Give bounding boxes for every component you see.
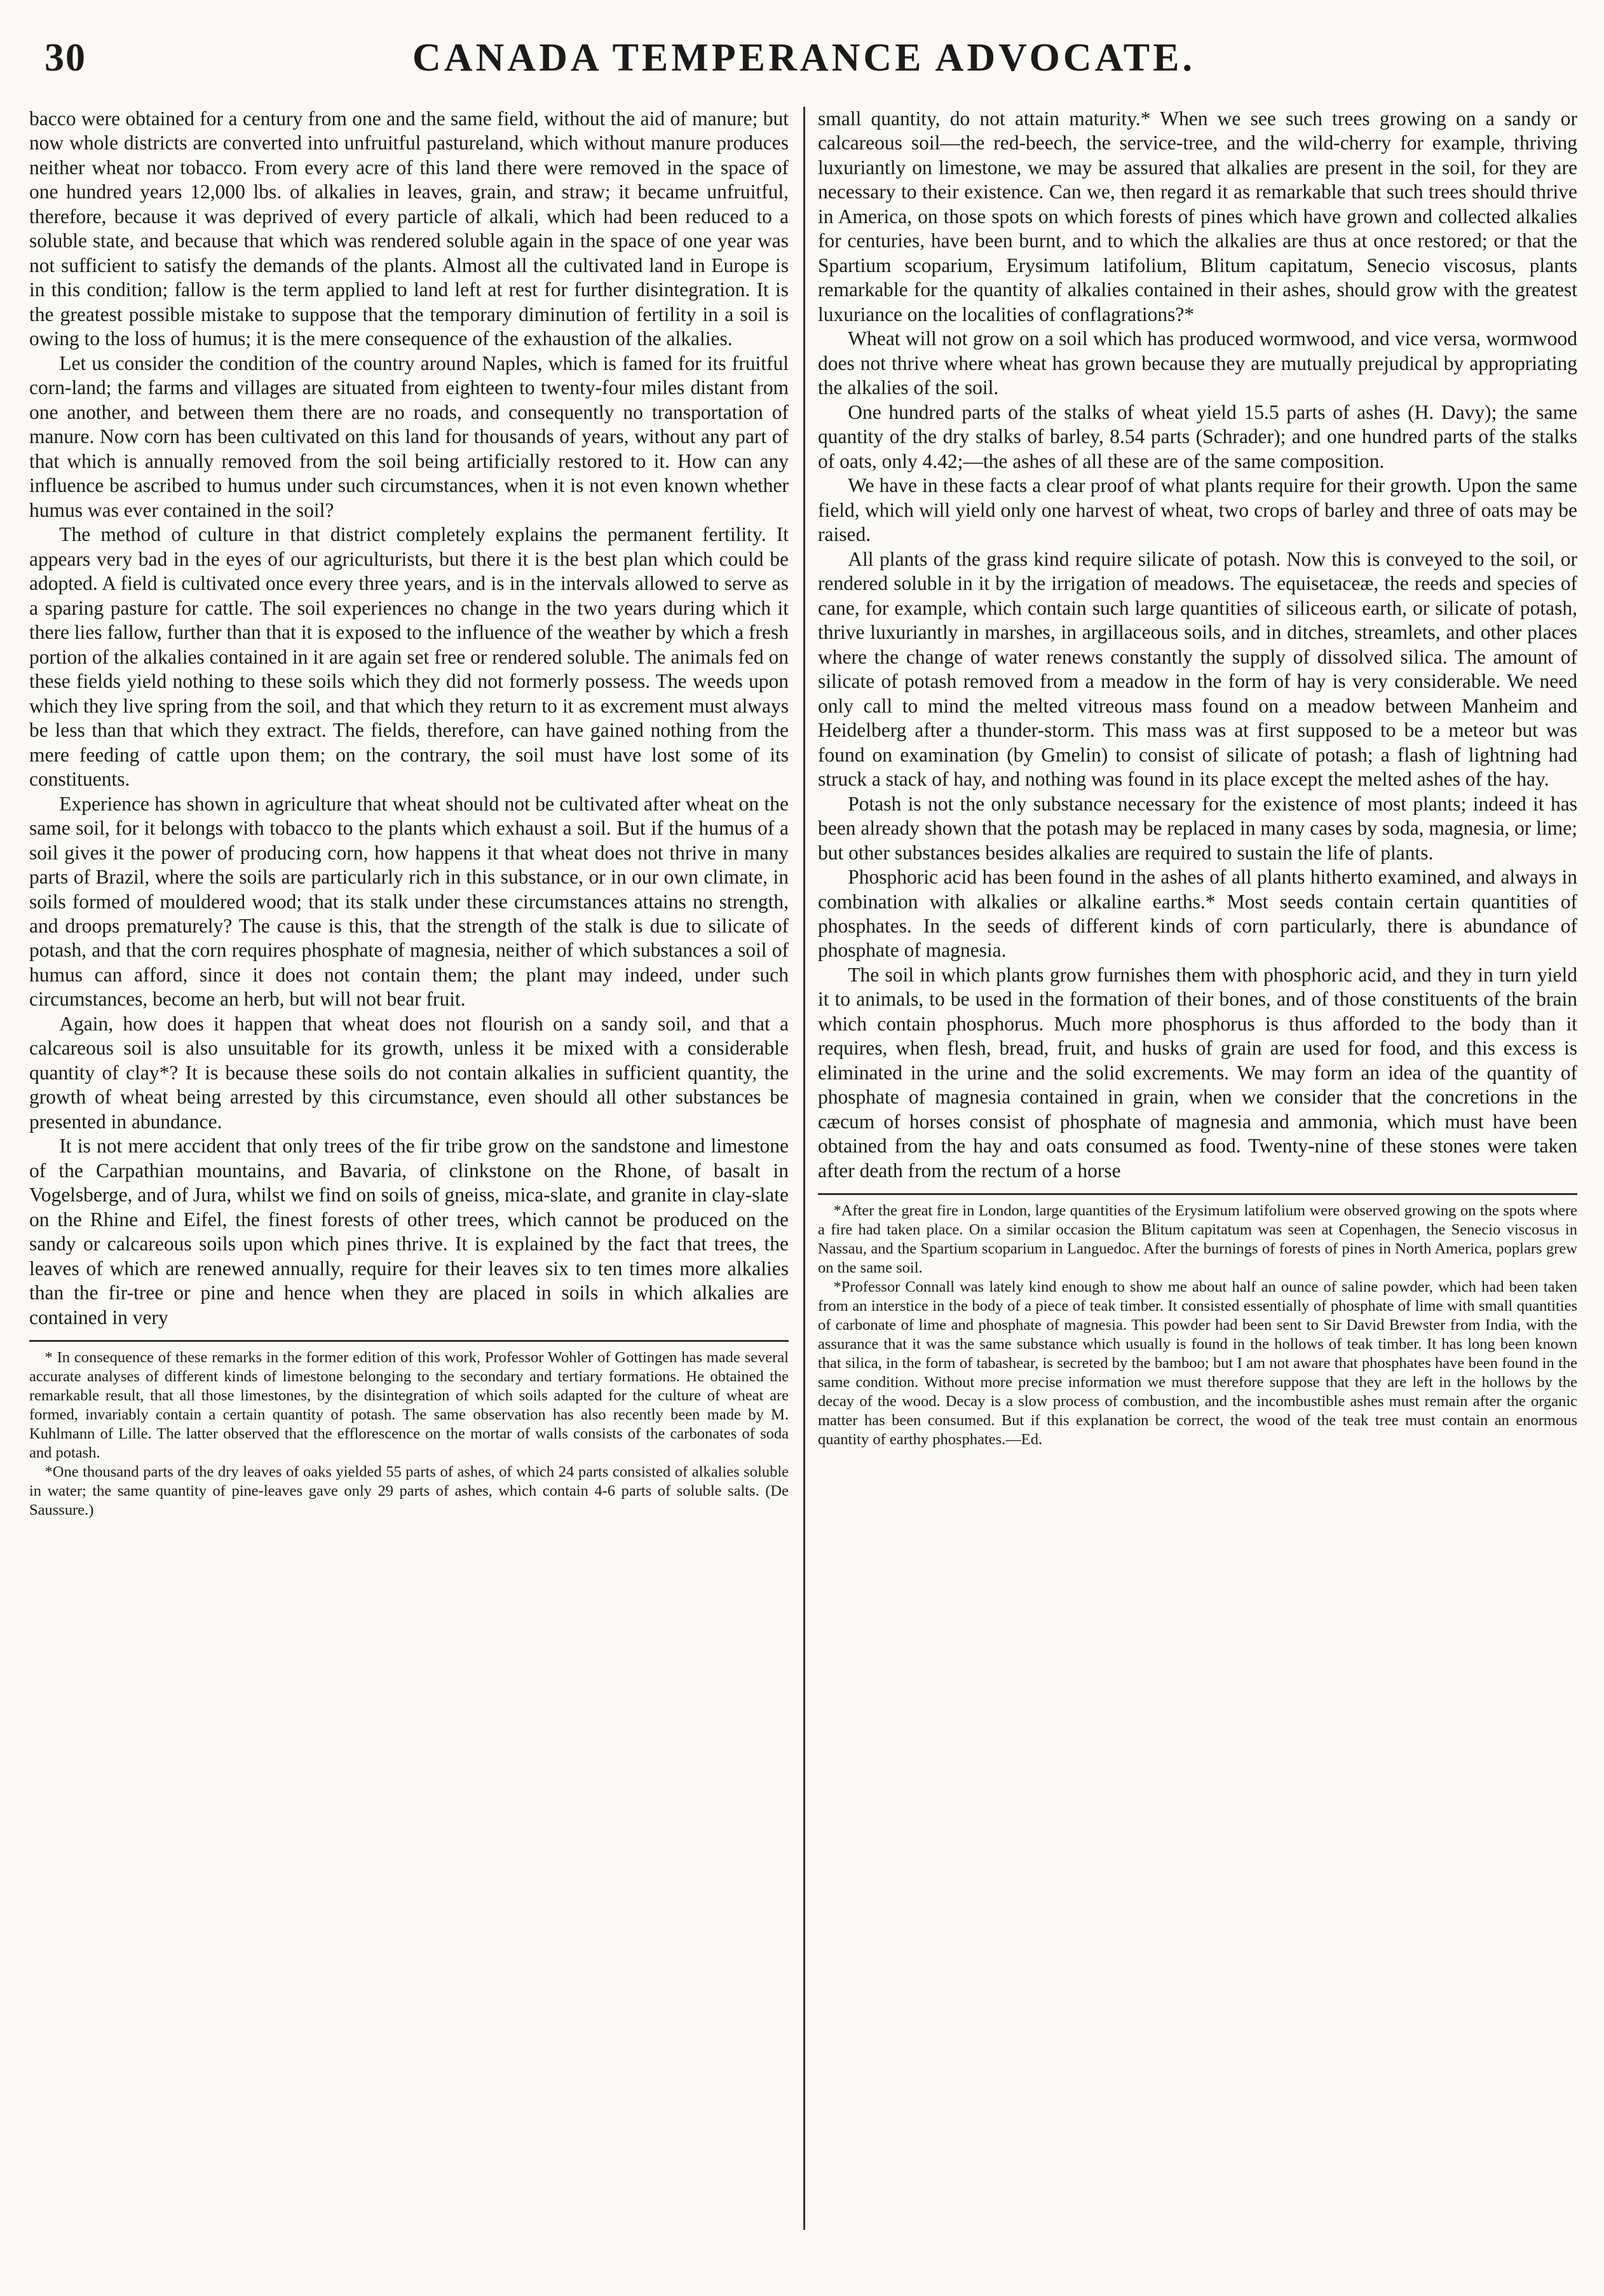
body-paragraph: The method of culture in that district completely explains the permanent fertility. It appears very bad in the eyes of our agriculturists, but there it is the best plan which could be adopted. A field is cultivated once every three years, and is in the intervals allowed to serve as a sparing pasture for cattle. The soil experiences no change in the two years during which it there lies fallow, further than that it is exposed to the influence of the weather by which a fresh portion of the alkalies contained in it are again set free or rendered soluble. The animals fed on these fields yield nothing to these soils which they did not formerly possess. The weeds upon which they live spring from the soil, and that which they return to it as excrement must always be less than that which they extract. The fields, therefore, can have gained nothing from the mere feeding of cattle upon them; on the contrary, the soil must have lost some of its constituents. — [29, 523, 789, 791]
column-divider — [803, 107, 805, 2230]
body-paragraph: It is not mere accident that only trees of the fir tribe grow on the sandstone and limestone of the Carpathian mountains, and Bavaria, of clinkstone on the Rhone, of basalt in Vogelsberge, and of Jura, whilst we find on soils of gneiss, mica-slate, and granite in clay-slate on the Rhine and Eifel, the finest forests of other trees, which cannot be produced on the sandy or calcareous soils upon which pines thrive. It is explained by the fact that trees, the leaves of which are renewed annually, require for their leaves six to ten times more alkalies than the fir-tree or pine and hence when they are placed in soils in which alkalies are contained in very — [29, 1135, 789, 1329]
body-paragraph: Potash is not the only substance necessary for the existence of most plants; indeed it has been already shown that the potash may be replaced in many cases by soda, magnesia, or lime; but other substances besides alkalies are required to sustain the life of plants. — [818, 792, 1577, 864]
body-paragraph: One hundred parts of the stalks of wheat yield 15.5 parts of ashes (H. Davy); the same quantity of the dry stalks of barley, 8.54 parts (Schrader); and one hundred parts of the stalks of oats, only 4.42;—the ashes of all these are of the same composition. — [818, 400, 1577, 472]
left-column — [29, 107, 789, 1520]
body-paragraph: The soil in which plants grow furnishes them with phosphoric acid, and they in turn yield it to animals, to be used in the formation of their bones, and of those constituents of the brain which contain phosphorus. Much more phosphorus is thus afforded to the body than it requires, when flesh, bread, fruit, and husks of grain are used for food, and this excess is eliminated in the urine and the solid excrements. We may form an idea of the quantity of phosphate of magnesia contained in grain, when we consider that the concretions in the cæcum of horses consist of phosphate of magnesia and ammonia, which must have been obtained from the hay and oats consumed as food. Twenty-nine of these stones were taken after death from the rectum of a horse — [818, 963, 1577, 1182]
page-number: 30 — [44, 36, 86, 79]
body-paragraph: bacco were obtained for a century from one and the same field, without the aid of manure; but now whole districts are converted into unfruitful pastureland, which without manure produces neither wheat nor tobacco. From every acre of this land there were removed in the space of one hundred years 12,000 lbs. of alkalies in leaves, grain, and straw; it became unfruitful, therefore, because it was deprived of every particle of alkali, which had been reduced to a soluble state, and because that which was rendered soluble again in the space of one year was not sufficient to satisfy the demands of the plants. Almost all the cultivated land in Europe is in this condition; fallow is the term applied to land left at rest for further disintegration. It is the greatest possible mistake to suppose that the temporary diminution of fertility in a soil is owing to the loss of humus; it is the mere consequence of the exhaustion of the alkalies. — [29, 107, 789, 350]
footnote: *Professor Connall was lately kind enough to show me about half an ounce of saline powder, which had been taken from an interstice in the body of a piece of teak timber. It consisted essentially of phosphate of lime with small quantities of carbonate of lime and phosphate of magnesia. This powder had been sent to Sir David Brewster from India, with the assurance that it was the same substance which usually is found in the hollows of teak timber. It has long been known that silica, in the form of tabashear, is secreted by the bamboo; but I am not aware that phosphates have been found in the same condition. Without more precise information we must therefore suppose that they are left in the hollows by the decay of the wood. Decay is a slow process of combustion, and the incombustible ashes must remain after the organic matter has been consumed. But if this explanation be correct, the wood of the teak tree must contain an enormous quantity of earthy phosphates.—Ed. — [818, 1278, 1577, 1449]
page-header — [44, 31, 1563, 88]
body-paragraph: Experience has shown in agriculture that wheat should not be cultivated after wheat on the same soil, for it belongs with tobacco to the plants which exhaust a soil. But if the humus of a soil gives it the power of producing corn, how happens it that wheat does not thrive in many parts of Brazil, where the soils are particularly rich in this substance, or in our own climate, in soils formed of mouldered wood; that its stalk under these circumstances attains no strength, and droops prematurely? The cause is this, that the strength of the stalk is due to silicate of potash, and that the corn requires phosphate of magnesia, neither of which substances a soil of humus can afford, since it does not contain them; the plant may indeed, under such circumstances, become an herb, but will not bear fruit. — [29, 792, 789, 1011]
footnote-divider — [29, 1340, 789, 1342]
body-paragraph: small quantity, do not attain maturity.* When we see such trees growing on a sandy or calcareous soil—the red-beech, the service-tree, and the wild-cherry for example, thriving luxuriantly on limestone, we may be assured that alkalies are present in the soil, for they are necessary to their existence. Can we, then regard it as remarkable that such trees should thrive in America, on those spots on which forests of pines which have grown and collected alkalies for centuries, have been burnt, and to which the alkalies are thus at once restored; or that the Spartium scoparium, Erysimum latifolium, Blitum capitatum, Senecio viscosus, plants remarkable for the quantity of alkalies contained in their ashes, should grow with the greatest luxuriance on the localities of conflagrations?* — [818, 107, 1577, 325]
body-paragraph: Again, how does it happen that wheat does not flourish on a sandy soil, and that a calcareous soil is also unsuitable for its growth, unless it be mixed with a considerable quantity of clay*? It is because these soils do not contain alkalies in sufficient quantity, the growth of wheat being arrested by this circumstance, even should all other substances be presented in abundance. — [29, 1012, 789, 1133]
footnote: *One thousand parts of the dry leaves of oaks yielded 55 parts of ashes, of which 24 parts consisted of alkalies soluble in water; the same quantity of pine-leaves gave only 29 parts of ashes, which contain 4-6 parts of soluble salts. (De Saussure.) — [29, 1463, 789, 1519]
footnote: * In consequence of these remarks in the former edition of this work, Professor Wohler of Gottingen has made several accurate analyses of different kinds of limestone belonging to the secondary and tertiary formations. He obtained the remarkable result, that all those limestones, by the disintegration of which soils adapted for the culture of wheat are formed, invariably contain a certain quantity of potash. The same observation has also recently been made by M. Kuhlmann of Lille. The latter observed that the efflorescence on the mortar of walls consists of the carbonates of soda and potash. — [29, 1349, 789, 1462]
body-paragraph: We have in these facts a clear proof of what plants require for their growth. Upon the same field, which will yield only one harvest of wheat, two crops of barley and three of oats may be raised. — [818, 474, 1577, 546]
footnote-divider — [818, 1193, 1577, 1195]
body-paragraph: Phosphoric acid has been found in the ashes of all plants hitherto examined, and always in combination with alkalies or alkaline earths.* Most seeds contain certain quantities of phosphates. In the seeds of different kinds of corn particularly, there is abundance of phosphate of magnesia. — [818, 866, 1577, 962]
body-paragraph: Wheat will not grow on a soil which has produced wormwood, and vice versa, wormwood does not thrive where wheat has grown because they are mutually prejudical by appropriating the alkalies of the soil. — [818, 327, 1577, 399]
body-paragraph: Let us consider the condition of the country around Naples, which is famed for its fruitful corn-land; the farms and villages are situated from eighteen to twenty-four miles distant from one another, and between them there are no roads, and consequently no transportation of manure. Now corn has been cultivated on this land for thousands of years, without any part of that which is annually removed from the soil being artificially restored to it. How can any influence be ascribed to humus under such circumstances, when it is not even known whether humus was ever contained in the soil? — [29, 352, 789, 521]
footnote: *After the great fire in London, large quantities of the Erysimum latifolium were observed growing on the spots where a fire had taken place. On a similar occasion the Blitum capitatum was seen at Copenhagen, the Senecio viscosus in Nassau, and the Spartium scoparium in Languedoc. After the burnings of forests of pines in North America, poplars grew on the same soil. — [818, 1202, 1577, 1277]
running-title: CANADA TEMPERANCE ADVOCATE. — [412, 36, 1196, 79]
right-column — [818, 107, 1577, 1449]
body-paragraph: All plants of the grass kind require silicate of potash. Now this is conveyed to the soil, or rendered soluble in it by the irrigation of meadows. The equisetaceæ, the reeds and species of cane, for example, which contain such large quantities of siliceous earth, or silicate of potash, thrive luxuriantly in marshes, in argillaceous soils, and in ditches, streamlets, and other places where the change of water renews constantly the supply of dissolved silica. The amount of silicate of potash removed from a meadow in the form of hay is very considerable. We need only call to mind the melted vitreous mass found on a meadow between Manheim and Heidelberg after a thunder-storm. This mass was at first supposed to be a meteor but was found on examination (by Gmelin) to consist of silicate of potash; a flash of lightning had struck a stack of hay, and nothing was found in its place except the melted ashes of the hay. — [818, 547, 1577, 791]
